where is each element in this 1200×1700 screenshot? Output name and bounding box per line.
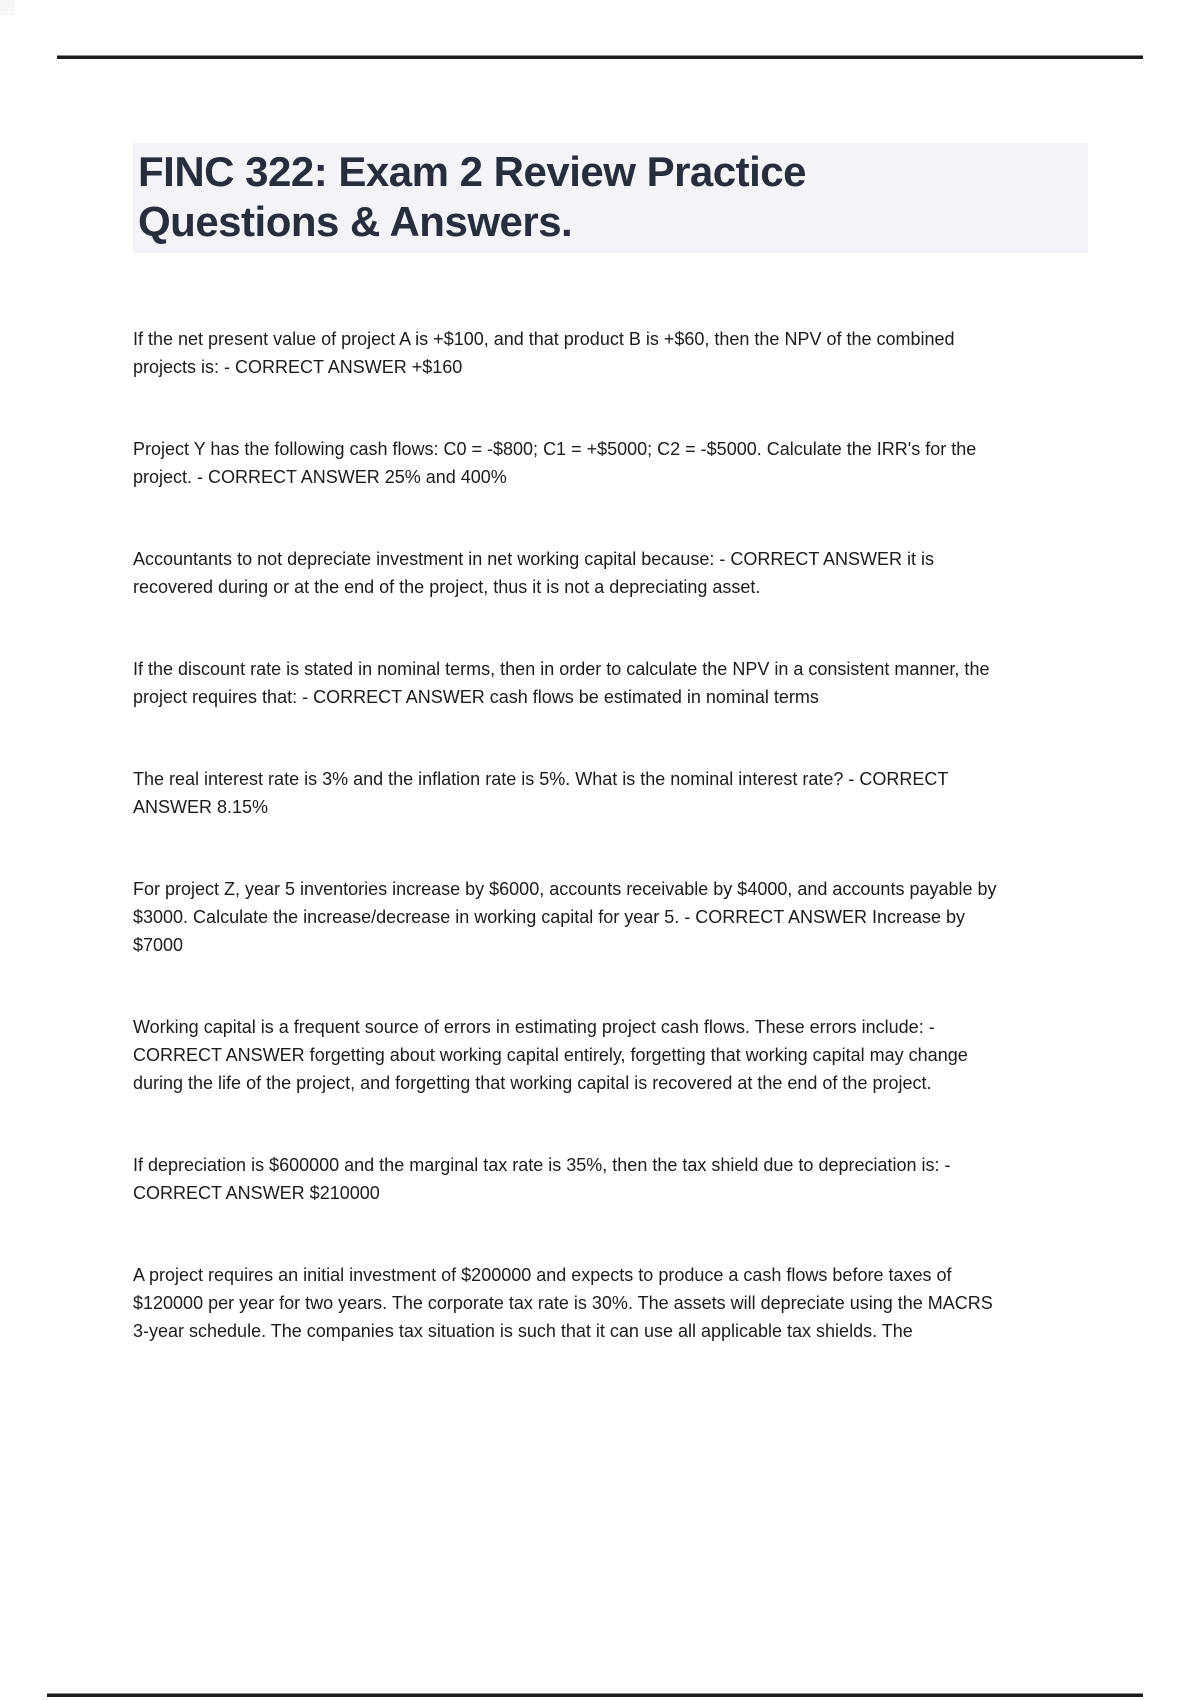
qa-paragraph: For project Z, year 5 inventories increase by $6000, accounts receivable by $4000, and accounts payable by $3000. Calculate the increase/decrease in working capital for year 5. - CORRECT ANSWER Increase by $7000 xyxy=(133,879,997,955)
qa-paragraph: Working capital is a frequent source of errors in estimating project cash flows. These errors include: - CORRECT ANSWER forgetting about working capital entirely, forgetting that working capital may change during the life of the project, and forgetting that working capital is recovered at the end of the project. xyxy=(133,1017,968,1093)
qa-paragraph: If the net present value of project A is +$100, and that product B is +$60, then the NPV of the combined projects is: - CORRECT ANSWER +$160 xyxy=(133,329,955,377)
qa-paragraph: A project requires an initial investment of $200000 and expects to produce a cash flows before taxes of $120000 per year for two years. The corporate tax rate is 30%. The assets will depreciate using the MACRS 3-year schedule. The companies tax situation is such that it can use all applicable tax shields. The xyxy=(133,1265,993,1341)
qa-paragraph: Accountants to not depreciate investment in net working capital because: - CORRECT ANSWER it is recovered during or at the end of the project, thus it is not a depreciating asset. xyxy=(133,549,935,597)
qa-paragraph: The real interest rate is 3% and the inflation rate is 5%. What is the nominal interest rate? - CORRECT ANSWER 8.15% xyxy=(133,769,949,817)
document-body xyxy=(133,325,1013,1399)
top-divider-rule xyxy=(57,55,1143,59)
qa-paragraph: If depreciation is $600000 and the marginal tax rate is 35%, then the tax shield due to depreciation is: - CORRECT ANSWER $210000 xyxy=(133,1155,951,1203)
title-highlight-block xyxy=(133,143,1088,253)
page-corner-shade xyxy=(0,0,15,15)
qa-paragraph: If the discount rate is stated in nominal terms, then in order to calculate the NPV in a consistent manner, the project requires that: - CORRECT ANSWER cash flows be estimated in nominal terms xyxy=(133,659,990,707)
page-title: FINC 322: Exam 2 Review Practice Questions & Answers. xyxy=(138,148,807,245)
qa-paragraph: Project Y has the following cash flows: C0 = -$800; C1 = +$5000; C2 = -$5000. Calculate the IRR's for the project. - CORRECT ANSWER 25% and 400% xyxy=(133,439,977,487)
bottom-divider-rule xyxy=(47,1693,1143,1697)
